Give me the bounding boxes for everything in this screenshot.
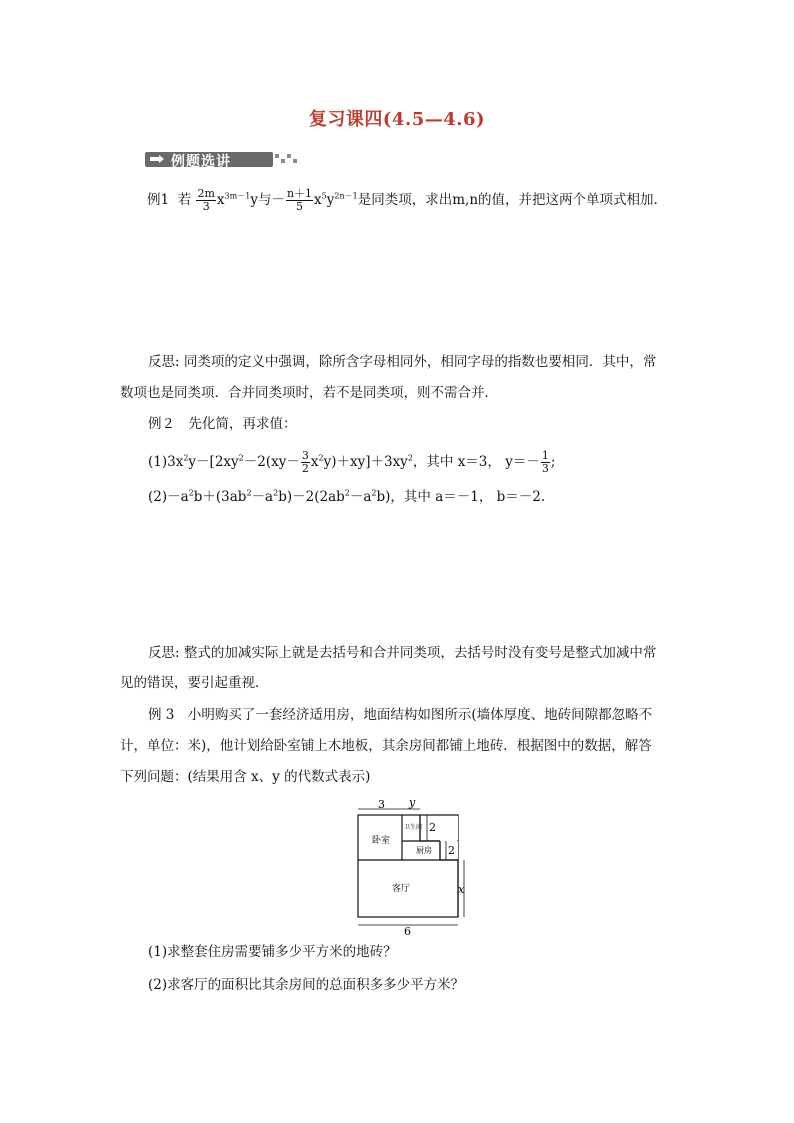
reflection1-line2: 数项也是同类项．合并同类项时，若不是同类项，则不需合并．	[120, 385, 498, 401]
fraction-numerator: n＋1	[286, 187, 313, 200]
fraction-denominator: 2	[301, 462, 309, 475]
reflection2-line2: 见的错误，要引起重视．	[120, 675, 269, 691]
variable: y	[326, 192, 335, 208]
exponent: 3m－1	[224, 191, 251, 201]
example1-statement	[147, 188, 658, 213]
exponent: 2	[344, 488, 350, 498]
fraction-denominator: 3	[541, 462, 549, 475]
fraction-numerator: 1	[541, 449, 549, 462]
exponent: 2	[238, 453, 244, 463]
variable: x	[314, 192, 322, 208]
example3-line3: 下列问题：(结果用含 x、y 的代数式表示)	[120, 769, 371, 785]
example3-line1: 例 3 小明购买了一套经济适用房，地面结构如图所示(墙体厚度、地砖间隙都忽略不	[148, 707, 653, 723]
fraction-numerator: 3	[301, 449, 309, 462]
dimension-label-2-mid: 2	[448, 844, 455, 857]
room-label-living: 客厅	[392, 884, 411, 894]
exponent: 2	[188, 488, 194, 498]
dimension-label-3: 3	[378, 798, 385, 811]
variable: x	[216, 192, 225, 208]
example1-lead: 若	[177, 192, 192, 208]
section-banner	[145, 148, 295, 170]
example2-heading: 例２ 先化简，再求值：	[148, 416, 297, 432]
fraction-denominator: 3	[202, 200, 210, 213]
text-segment: －a	[349, 489, 372, 505]
text-segment: －a	[251, 489, 274, 505]
fraction-1-over-3	[541, 450, 550, 475]
exponent: 5	[321, 191, 327, 201]
page-title: 复习课四(4.5—4.6)	[308, 109, 486, 130]
reflection2-line1: 反思: 整式的加减实际上就是去括号和合并同类项，去括号时没有变号是整式加减中常	[148, 645, 657, 661]
example1-label: 例1	[147, 192, 170, 208]
exponent: 2	[273, 488, 279, 498]
text-segment: y)＋xy]＋3xy	[323, 454, 408, 470]
exponent: 2	[371, 488, 377, 498]
exponent: 2n－1	[334, 191, 358, 201]
room-label-bathroom: 卫生间	[404, 824, 423, 831]
fraction-denominator: 5	[296, 200, 303, 213]
dimension-label-2-top: 2	[429, 821, 436, 834]
fraction-numerator: 2m	[197, 187, 215, 200]
exponent: 2	[246, 488, 252, 498]
fraction-n-plus-1-over-5	[286, 188, 313, 213]
text-segment: y与－	[250, 192, 285, 208]
banner-label: 例题选讲	[171, 154, 231, 170]
floor-plan-diagram	[340, 797, 470, 937]
arrow-icon	[149, 154, 165, 165]
text-segment: b)－2(2ab	[278, 489, 345, 505]
example3-question1: (1)求整套住房需要铺多少平方米的地砖？	[148, 944, 397, 960]
example2-part2	[148, 487, 545, 507]
text-segment: b＋(3ab	[193, 489, 247, 505]
example2-part1	[148, 450, 555, 475]
text-segment: b)，其中 a＝－1， b＝－2.	[376, 489, 546, 505]
room-label-bedroom: 卧室	[372, 836, 391, 846]
exponent: 2	[183, 453, 189, 463]
fraction-3-over-2	[301, 450, 310, 475]
text-segment: (1)3x	[148, 454, 184, 470]
text-segment: 是同类项，求出m,n的值，并把这两个单项式相加.	[357, 192, 658, 208]
example3-line2: 计，单位：米)，他计划给卧室铺上木地板，其余房间都铺上地砖．根据图中的数据，解答	[120, 738, 652, 754]
exponent: 2	[407, 453, 413, 463]
fraction-2m-over-3	[196, 188, 215, 213]
dimension-label-6: 6	[404, 925, 411, 937]
text-segment: y－[2xy	[188, 454, 239, 470]
text-segment: (2)－a	[148, 489, 189, 505]
dimension-label-x: x	[458, 883, 465, 896]
room-label-kitchen: 厨房	[416, 846, 432, 855]
text-segment: ，其中 x＝3， y＝－	[412, 454, 540, 470]
text-segment: x	[310, 454, 319, 470]
text-segment: ;	[550, 454, 556, 470]
reflection1-line1: 反思: 同类项的定义中强调，除所含字母相同外，相同字母的指数也要相同．其中，常	[148, 354, 657, 370]
example3-question2: (2)求客厅的面积比其余房间的总面积多多少平方米？	[148, 977, 465, 993]
exponent: 2	[318, 453, 324, 463]
text-segment: －2(xy－	[243, 454, 300, 470]
dimension-label-y: y	[409, 797, 416, 809]
